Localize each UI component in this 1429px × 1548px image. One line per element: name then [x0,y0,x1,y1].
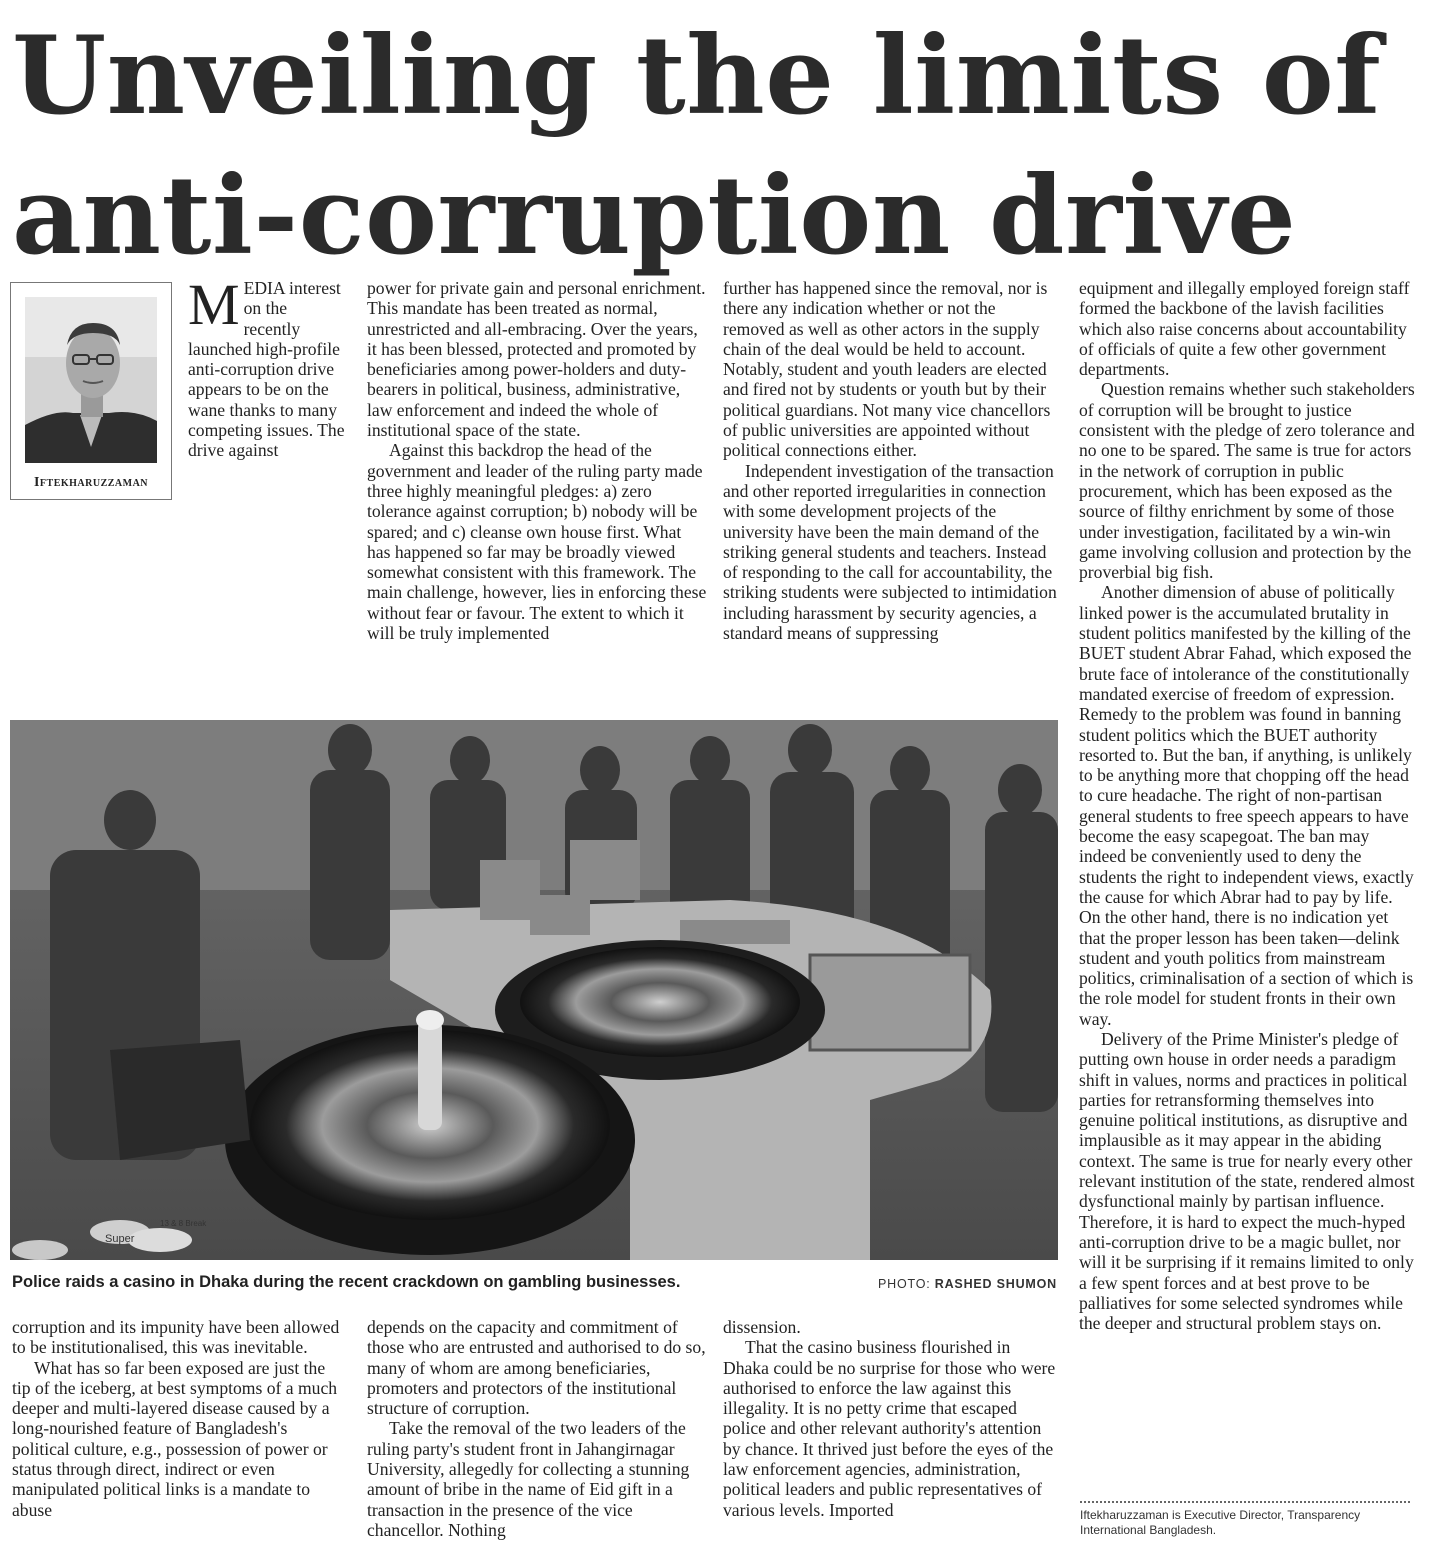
photo-caption: Police raids a casino in Dhaka during the recent crackdown on gambling businesses. [12,1273,681,1291]
photo-credit-name: RASHED SHUMON [934,1277,1057,1291]
author-bio: Iftekharuzzaman is Executive Director, Transparency International Bangladesh. [1080,1508,1361,1537]
chip-label-break: 13 & 8 Break [160,1219,207,1228]
chip-label-super: Super [105,1233,135,1245]
paragraph-p1-end: corruption and its impunity have been allowed to be institutionalised, this was inevitable. [12,1317,340,1358]
casino-raid-photo [10,720,1058,1260]
column-1-bottom [12,1317,348,1543]
paragraph-p9: Delivery of the Prime Minister's pledge of putting own house in order needs a paradigm shift in values, norms and practices in political parties for retransforming themselves into genuine political institutions, as disruptive and implausible as it may appear in the abiding context. The same is true for nearly every other relevant institution of the state, rendered almost dysfunctional mainly by partisan influence. Therefore, it is hard to expect the much-hyped anti-corruption drive to be a magic bullet, nor will it be surprising if it remains limited to only a few spent forces and at best prove to be palliatives for some selected syndromes while the deeper and structural problem stays on. [1079,1028,1415,1334]
paragraph-p5-end: dissension. [723,1317,801,1337]
paragraph-p6: That the casino business flourished in Dhaka could be no surprise for those who were authorised to enforce the law against this illegality. It is no petty crime that escaped police and other relevant authority's attention by chance. It thrived just before the eyes of the law enforcement agencies, administration, political leaders and public representatives of various levels. Imported [723,1337,1056,1520]
paragraph-p4: Take the removal of the two leaders of the ruling party's student front in Jahangirnagar University, allegedly for collecting a stunning amount of bribe in the name of Eid gift in a transaction in the presence of the vice chancellor. Nothing [367,1418,690,1540]
column-4 [1079,278,1415,1494]
paragraph-p2: What has so far been exposed are just the tip of the iceberg, at best symptoms of a much deeper and multi-layered disease caused by a long-nourished feature of Bangladesh's political culture, e.g., possession of power or status through direct, indirect or even manipulated political links is a mandate to abuse [12,1357,338,1520]
paragraph-p7: Question remains whether such stakeholders of corruption will be brought to justice consistent with the pledge of zero tolerance and no one to be spared. The same is true for actors in the network of corruption in public procurement, which has been exposed as the source of filthy enrichment by some of those under investigation, facilitated by a win-win game involving collusion and protection by the proverbial big fish. [1079,379,1415,583]
column-3-bottom [723,1317,1059,1543]
headline: Unveiling the limits of anti-corruption drive [12,13,1382,279]
column-1-lower [12,272,348,705]
paragraph-p8: Another dimension of abuse of politically linked power is the accumulated brutality in student politics manifested by the killing of the BUET student Abrar Fahad, which exposed the brute face of intolerance of the constitutionally mandated exercise of freedom of expression. Remedy to the problem was found in banning student politics which the BUET authority resorted to. But the ban, if anything, is unlikely to be anything more that chopping off the head to cure headache. The right of non-partisan general students to free speech appears to have become the easy scapegoat. The ban may indeed be conveniently used to deny the students the right to independent views, exactly the cause for which Abrar had to pay by life. On the other hand, there is no indication yet that the proper lesson has been taken—delink student and youth politics from mainstream politics, criminalisation of a section of which is the role model for student fronts in their own way. [1079,582,1414,1029]
column-2-top [367,278,707,705]
paragraph-p3: Against this backdrop the head of the government and leader of the ruling party made three highly meaningful pledges: a) zero tolerance against corruption; b) nobody will be spared; and c) cleanse own house first. What has happened so far may be broadly viewed somewhat consistent with this framework. The main challenge, however, lies in enforcing these without fear or favour. The extent to which it will be truly implemented [367,440,707,644]
bio-divider [1080,1501,1410,1503]
lead-first-word: EDIA [243,278,285,298]
photo-credit-label: PHOTO: [878,1277,931,1291]
column-3-top [723,278,1059,705]
paragraph-p3-end: depends on the capacity and commitment of those who are entrusted and authorised to do so, many of whom are among beneficiaries, promoters and protectors of the institutional structure of corruption. [367,1317,706,1419]
column-2-bottom [367,1317,707,1543]
paragraph-p4-continued: further has happened since the removal, nor is there any indication whether or not the removed as well as other actors in the supply chain of the deal would be held to account. Notably, student and youth leaders are elected and fired not by students or youth but by their political guardians. Not many vice chancellors of public universities are appointed without political connections either. [723,278,1051,461]
paragraph-p5: Independent investigation of the transaction and other reported irregularities in connection with some development projects of the university have been the main demand of the striking general students and teachers. Instead of responding to the call for accountability, the striking students were subjected to intimidation including harassment by security agencies, a standard means of suppressing [723,460,1057,644]
photo-credit [878,1277,1057,1291]
paragraph-p2-continued: power for private gain and personal enrichment. This mandate has been treated as normal, unrestricted and all-embracing. Over the years, it has been blessed, protected and promoted by beneficiaries among power-holders and duty-bearers in political, business, administrative, law enforcement and indeed the whole of institutional space of the state. [367,278,706,441]
dropcap: M [188,272,240,337]
author-name: Iftekharuzzaman [33,475,149,490]
lead-paragraph-text: interest on the recently launched high-profile anti-corruption drive appears to be on the wane thanks to many competing issues. The drive against [188,278,345,461]
casino-raid-illustration [10,720,1058,1260]
paragraph-p6-end: equipment and illegally employed foreign staff formed the backbone of the lavish facilities which also raise concerns about accountability of officials of quite a few other government departments. [1079,278,1410,380]
